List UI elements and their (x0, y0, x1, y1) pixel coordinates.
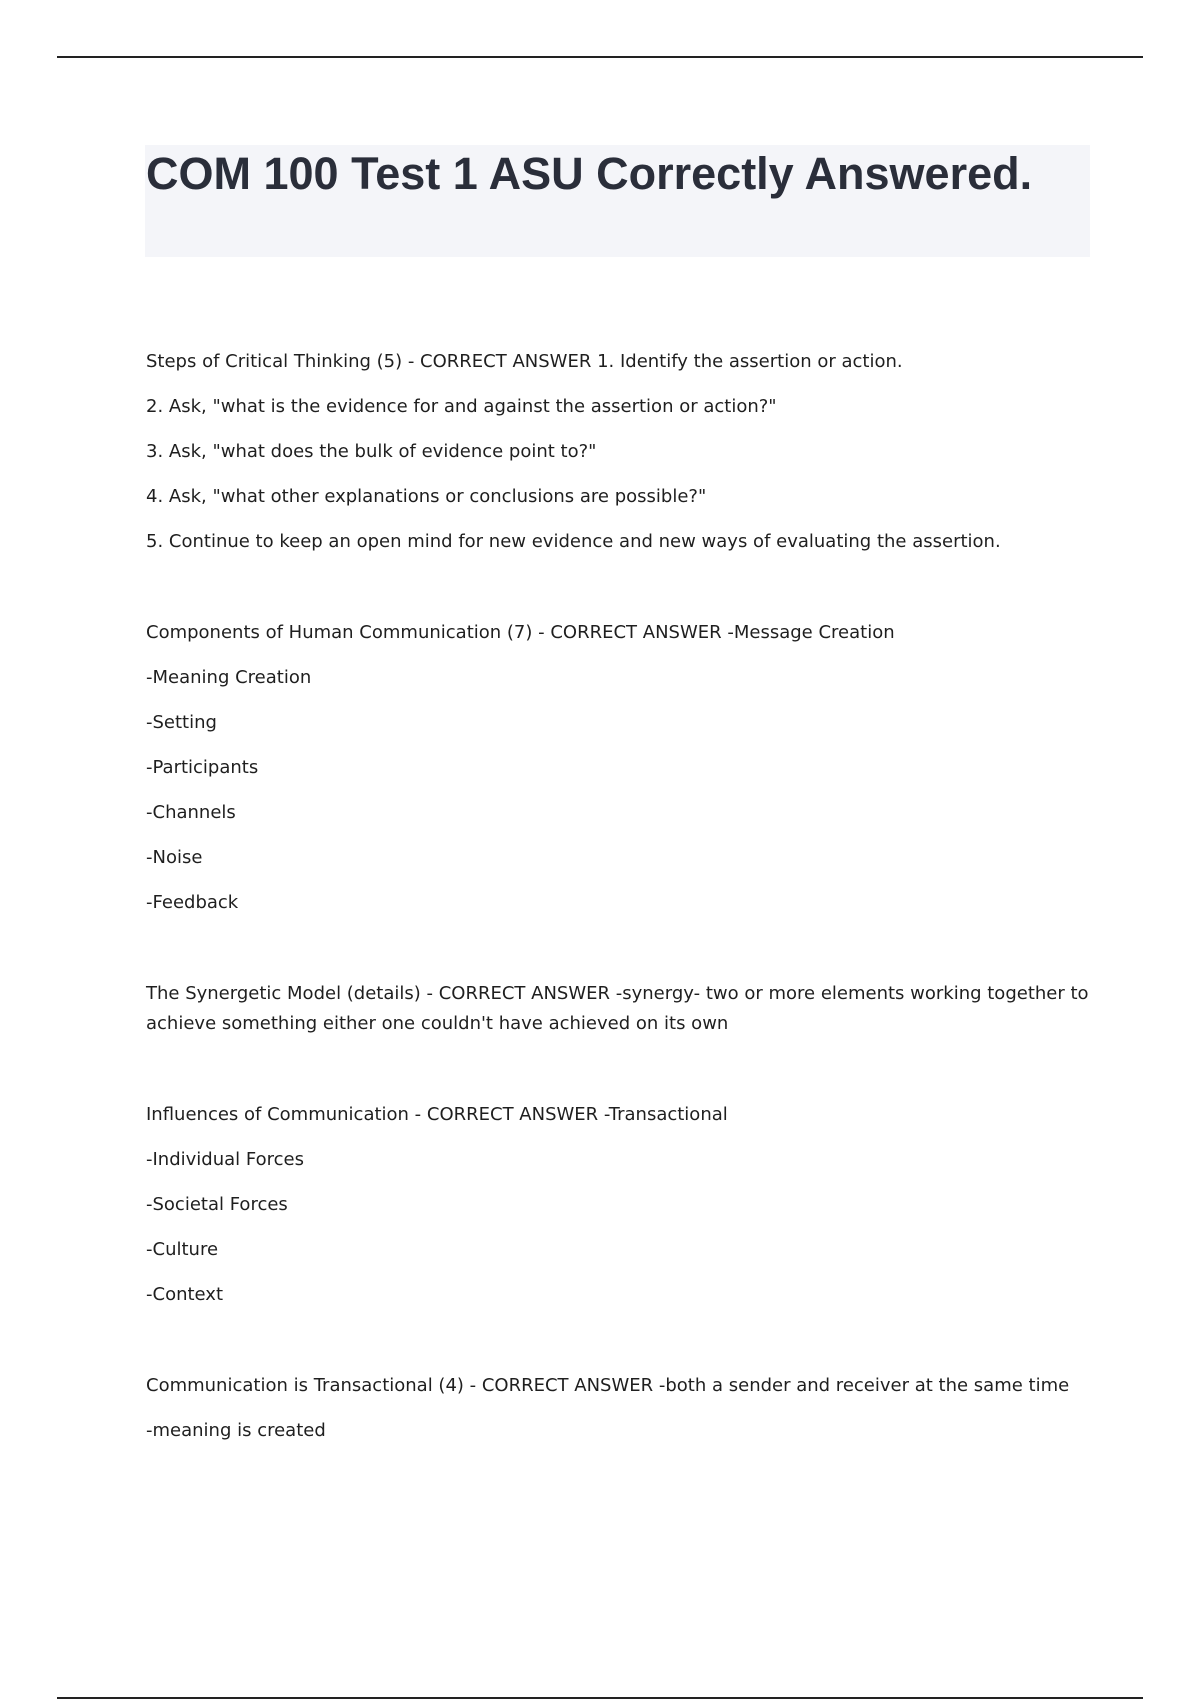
question-line: The Synergetic Model (details) - CORRECT ANSWER -synergy- two or more elements working together to achieve something either one couldn't have achieved on its own (146, 983, 1089, 1034)
answer-line: 3. Ask, "what does the bulk of evidence point to?" (146, 441, 597, 462)
answer-line: -Culture (146, 1239, 219, 1260)
answer-line: 5. Continue to keep an open mind for new evidence and new ways of evaluating the assertion. (146, 531, 1001, 552)
answer-line: 2. Ask, "what is the evidence for and against the assertion or action?" (146, 396, 777, 417)
header-rule (57, 56, 1143, 58)
question-line: Communication is Transactional (4) - CORRECT ANSWER -both a sender and receiver at the same time (146, 1375, 1070, 1396)
question-line: Influences of Communication - CORRECT ANSWER -Transactional (146, 1104, 728, 1125)
answer-line: -Channels (146, 802, 236, 823)
answer-line: -Context (146, 1284, 224, 1305)
qa-components-of-communication (146, 618, 1096, 918)
document-body (146, 347, 1096, 1507)
question-line: Components of Human Communication (7) - CORRECT ANSWER -Message Creation (146, 622, 895, 643)
answer-line: -meaning is created (146, 1420, 326, 1441)
answer-line: -Meaning Creation (146, 667, 312, 688)
answer-line: -Noise (146, 847, 203, 868)
qa-critical-thinking (146, 347, 1096, 557)
answer-line: -Individual Forces (146, 1149, 304, 1170)
footer-rule (57, 1697, 1143, 1699)
qa-synergetic-model (146, 979, 1096, 1039)
answer-line: -Setting (146, 712, 217, 733)
answer-line: 4. Ask, "what other explanations or conclusions are possible?" (146, 486, 707, 507)
question-line: Steps of Critical Thinking (5) - CORRECT ANSWER 1. Identify the assertion or action. (146, 351, 903, 372)
qa-influences-of-communication (146, 1100, 1096, 1310)
answer-line: -Societal Forces (146, 1194, 288, 1215)
answer-line: -Participants (146, 757, 259, 778)
answer-line: -Feedback (146, 892, 239, 913)
page-title: COM 100 Test 1 ASU Correctly Answered. (146, 148, 1033, 199)
qa-communication-transactional (146, 1371, 1096, 1446)
